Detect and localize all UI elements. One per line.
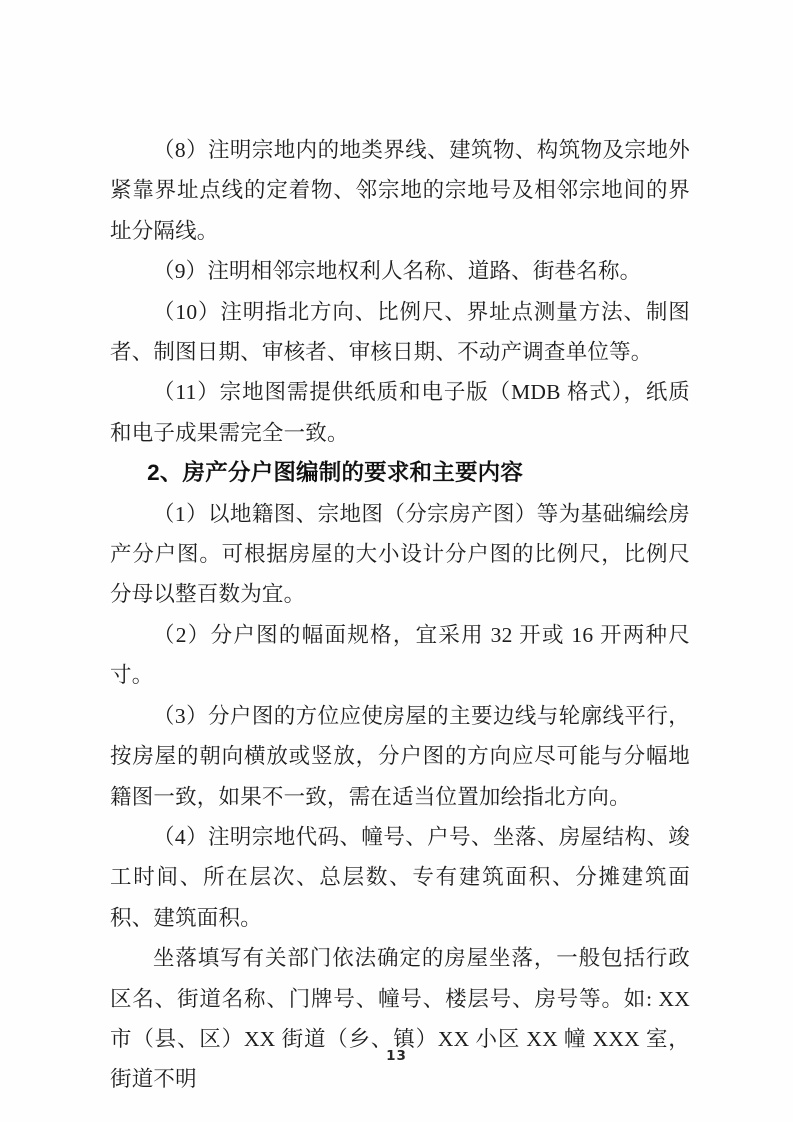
page-number: 13 [386,1048,407,1064]
paragraph-item-9: （9）注明相邻宗地权利人名称、道路、街巷名称。 [153,259,642,284]
paragraph-item-4: （4）注明宗地代码、幢号、户号、坐落、房屋结构、竣工时间、所在层次、总层数、专有建筑面积、分摊建筑面积、建筑面积。 [110,824,690,930]
paragraph-item-1: （1）以地籍图、宗地图（分宗房产图）等为基础编绘房产分户图。可根据房屋的大小设计分户图的比例尺，比例尺分母以整百数为宜。 [110,501,690,607]
section-heading: 2、房产分户图编制的要求和主要内容 [147,460,524,486]
document-body [110,130,690,1100]
paragraph-item-8: （8）注明宗地内的地类界线、建筑物、构筑物及宗地外紧靠界址点线的定着物、邻宗地的宗地号及相邻宗地间的界址分隔线。 [110,138,690,243]
paragraph-zuoluo-note: 坐落填写有关部门依法确定的房屋坐落，一般包括行政区名、街道名称、门牌号、幢号、楼层号、房号等。如: XX 市（县、区）XX 街道（乡、镇）XX 小区 XX 幢 XXX 室，街道不明 [110,946,690,1092]
paragraph-item-11: （11）宗地图需提供纸质和电子版（MDB 格式），纸质和电子成果需完全一致。 [110,380,690,445]
paragraph-item-3: （3）分户图的方位应使房屋的主要边线与轮廓线平行，按房屋的朝向横放或竖放，分户图的方向应尽可能与分幅地籍图一致，如果不一致，需在适当位置加绘指北方向。 [110,703,690,809]
paragraph-item-2: （2）分户图的幅面规格，宜采用 32 开或 16 开两种尺寸。 [110,622,690,688]
paragraph-item-10: （10）注明指北方向、比例尺、界址点测量方法、制图者、制图日期、审核者、审核日期、不动产调查单位等。 [110,299,690,365]
